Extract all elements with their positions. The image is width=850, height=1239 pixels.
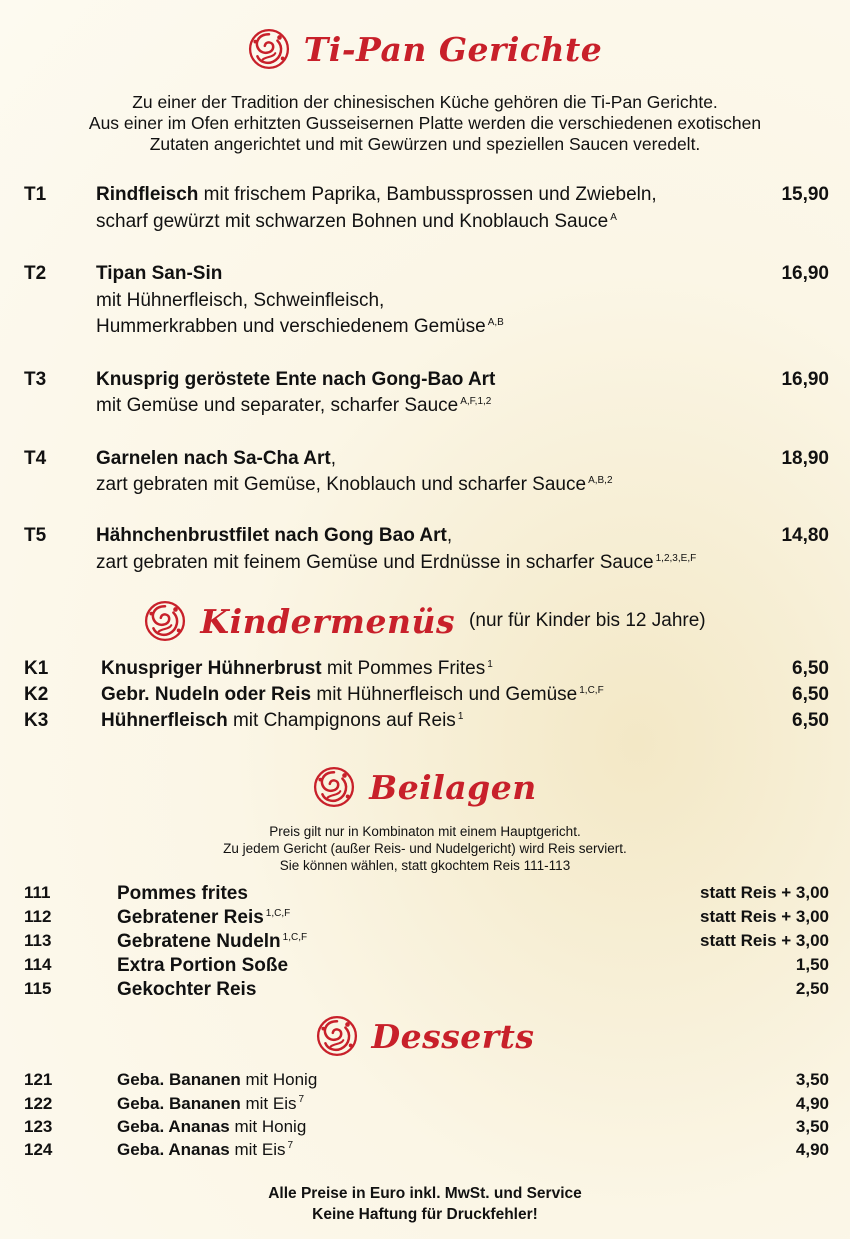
dish-name: Geba. Ananas: [117, 1140, 230, 1159]
item-code: T3: [24, 369, 47, 390]
dish-desc: Hummerkrabben und verschiedenem Gemüse: [96, 316, 486, 337]
item-price: 4,90: [795, 1140, 829, 1159]
dish-name: Hähnchenbrustfilet nach Gong Bao Art: [96, 525, 447, 546]
dish-desc: ,: [446, 525, 453, 546]
dish-name: Knuspriger Hühnerbrust: [101, 658, 322, 679]
item-price: 3,50: [795, 1117, 829, 1136]
red-swirl-ornament-icon: [144, 600, 186, 642]
dish-desc: mit Hühnerfleisch, Schweinfleisch,: [96, 290, 385, 311]
item-price: 15,90: [781, 184, 829, 205]
dish-name: Gekochter Reis: [117, 979, 257, 1000]
dish-name: Hühnerfleisch: [101, 710, 228, 731]
allergen-codes: 1,2,3,E,F: [655, 553, 697, 564]
item-price: 6,50: [792, 658, 829, 679]
dish-desc: zart gebraten mit Gemüse, Knoblauch und scharfer Sauce: [96, 474, 587, 495]
allergen-codes: A: [610, 212, 617, 223]
intro-line: Sie können wählen, statt gkochtem Reis 111-113: [279, 858, 571, 873]
item-code: K2: [24, 684, 49, 705]
dish-name: Pommes frites: [117, 883, 248, 904]
item-price: 3,50: [795, 1070, 829, 1089]
item-code: 124: [24, 1140, 53, 1159]
allergen-codes: 7: [298, 1094, 305, 1105]
dish-name: Extra Portion Soße: [117, 955, 289, 976]
dish-desc: mit Gemüse und separater, scharfer Sauce: [96, 395, 459, 416]
item-code: T4: [24, 448, 47, 469]
section-title: Desserts: [371, 1016, 535, 1056]
dish-name: Rindfleisch: [96, 184, 199, 205]
allergen-codes: 1: [457, 711, 464, 722]
section-header-desserts: [0, 1015, 850, 1057]
item-code: 115: [24, 979, 52, 998]
dish-name: Gebratener Reis: [117, 907, 264, 928]
dish-desc: mit Honig: [229, 1117, 307, 1136]
dish-name: Geba. Ananas: [117, 1117, 230, 1136]
item-code: T5: [24, 525, 47, 546]
footer-notes: [0, 1183, 850, 1225]
dish-desc: scharf gewürzt mit schwarzen Bohnen und Knoblauch Sauce: [96, 211, 609, 232]
item-code: 122: [24, 1094, 53, 1113]
item-price: 16,90: [781, 263, 829, 284]
item-code: 112: [24, 907, 52, 926]
dish-desc: mit Champignons auf Reis: [227, 710, 456, 731]
intro-line: Aus einer im Ofen erhitzten Gusseisernen Platte werden die verschiedenen exotischen: [88, 113, 762, 133]
section-title: Kindermenüs: [200, 601, 456, 641]
intro-line: Preis gilt nur in Kombinaton mit einem Hauptgericht.: [269, 824, 581, 839]
item-code: K3: [24, 710, 49, 731]
item-price: 1,50: [795, 955, 829, 974]
item-price: 18,90: [781, 448, 829, 469]
allergen-codes: 1,C,F: [579, 685, 604, 696]
dish-name: Knusprig geröstete Ente nach Gong-Bao Art: [96, 369, 496, 390]
item-price: 4,90: [795, 1094, 829, 1113]
item-code: 111: [24, 883, 51, 902]
red-swirl-ornament-icon: [313, 766, 355, 808]
dish-name: Garnelen nach Sa-Cha Art: [96, 448, 331, 469]
section-title: Beilagen: [369, 767, 537, 807]
item-price: statt Reis + 3,00: [700, 907, 829, 926]
item-price: 6,50: [792, 710, 829, 731]
intro-line: Zu jedem Gericht (außer Reis- und Nudelgericht) wird Reis serviert.: [223, 841, 627, 856]
section-title: Ti-Pan Gerichte: [303, 29, 603, 69]
intro-line: Zutaten angerichtet und mit Gewürzen und speziellen Saucen veredelt.: [149, 134, 701, 154]
dish-name: Tipan San-Sin: [96, 263, 223, 284]
allergen-codes: 1,C,F: [265, 908, 291, 919]
dish-desc: mit frischem Paprika, Bambussprossen und Zwiebeln,: [198, 184, 657, 205]
section-note: (nur für Kinder bis 12 Jahre): [469, 610, 706, 631]
item-price: 6,50: [792, 684, 829, 705]
dish-desc: zart gebraten mit feinem Gemüse und Erdnüsse in scharfer Sauce: [96, 552, 654, 573]
item-price: 14,80: [781, 525, 829, 546]
item-price: 2,50: [795, 979, 829, 998]
item-code: 123: [24, 1117, 53, 1136]
item-price: statt Reis + 3,00: [700, 883, 829, 902]
item-code: T2: [24, 263, 47, 284]
dish-desc: mit Hühnerfleisch und Gemüse: [311, 684, 578, 705]
dish-desc: mit Pommes Frites: [321, 658, 486, 679]
section-header-tipan: [0, 28, 850, 70]
item-code: K1: [24, 658, 49, 679]
tipan-intro: [0, 92, 850, 155]
item-code: 114: [24, 955, 52, 974]
item-code: 113: [24, 931, 52, 950]
allergen-codes: 7: [287, 1140, 294, 1151]
dish-desc: mit Honig: [240, 1070, 318, 1089]
dish-desc: ,: [330, 448, 337, 469]
section-header-kinder: [0, 600, 850, 642]
item-code: 121: [24, 1070, 53, 1089]
section-header-beilagen: [0, 766, 850, 808]
allergen-codes: A,B,2: [588, 475, 613, 486]
red-swirl-ornament-icon: [248, 28, 290, 70]
allergen-codes: 1: [487, 659, 493, 670]
item-code: T1: [24, 184, 47, 205]
dish-name: Gebratene Nudeln: [117, 931, 281, 952]
allergen-codes: A,F,1,2: [460, 396, 492, 407]
item-price: statt Reis + 3,00: [700, 931, 829, 950]
dish-desc: mit Eis: [229, 1140, 286, 1159]
footer-line: Keine Haftung für Druckfehler!: [312, 1206, 538, 1223]
allergen-codes: 1,C,F: [282, 932, 308, 943]
dish-name: Geba. Bananen: [117, 1094, 241, 1113]
allergen-codes: A,B: [487, 317, 504, 328]
dish-name: Geba. Bananen: [117, 1070, 241, 1089]
footer-line: Alle Preise in Euro inkl. MwSt. und Service: [268, 1185, 582, 1202]
red-swirl-ornament-icon: [316, 1015, 358, 1057]
item-price: 16,90: [781, 369, 829, 390]
dish-name: Gebr. Nudeln oder Reis: [101, 684, 312, 705]
dish-desc: mit Eis: [240, 1094, 297, 1113]
beilagen-intro: [0, 823, 850, 874]
intro-line: Zu einer der Tradition der chinesischen Küche gehören die Ti-Pan Gerichte.: [132, 92, 718, 112]
